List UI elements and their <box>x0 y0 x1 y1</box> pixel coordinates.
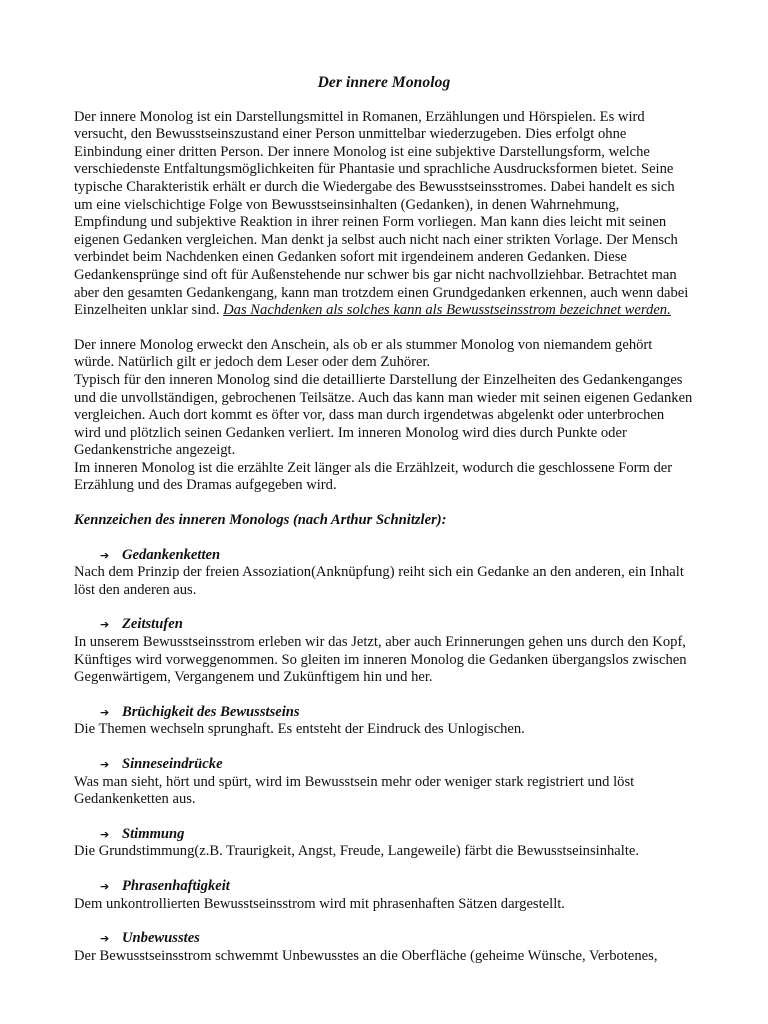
feature-title: Sinneseindrücke <box>122 756 223 772</box>
section-heading: Kennzeichen des inneren Monologs (nach Arthur Schnitzler): <box>74 512 447 529</box>
feature-title-row <box>100 756 694 774</box>
document-title: Der innere Monolog <box>317 74 451 91</box>
feature-item <box>74 756 694 809</box>
second-paragraph <box>74 337 694 495</box>
feature-text: Was man sieht, hört und spürt, wird im Bewusstsein mehr oder weniger stark registriert und löst Gedankenketten aus. <box>74 773 635 808</box>
feature-text: Nach dem Prinzip der freien Assoziation(Anknüpfung) reiht sich ein Gedanke an den anderen, ein Inhalt löst den anderen aus. <box>74 564 684 598</box>
arrow-icon: ➔ <box>100 758 110 771</box>
feature-item <box>74 826 694 861</box>
feature-item <box>74 616 694 686</box>
feature-title-row <box>100 616 694 634</box>
feature-title-row <box>100 704 694 722</box>
feature-item <box>74 547 694 600</box>
arrow-icon: ➔ <box>100 705 110 719</box>
feature-title: Stimmung <box>122 825 185 842</box>
intro-paragraph-text: Der innere Monolog ist ein Darstellungsmittel in Romanen, Erzählungen und Hörspielen. Es wird versucht, den Bewusstseinszustand einer Person unmittelbar wiederzugeben. Dies erfolgt ohne Einbindung einer dritten Person. Der innere Monolog ist eine subjektive Darstellungsform, welche verschiedenste Entfaltungsmöglichkeiten für Phantasie und sprachliche Ausdrucksformen bietet. Seine typische Charakteristik erhält er durch die Wiedergabe des Bewusstseinsstromes. Dabei handelt es sich um eine vielschichtige Folge von Bewusstseinsinhalten (Gedanken), in denen Wahrnehmung, Empfindung und subjektive Reaktion in ihrer reinen Form vorliegen. Man kann dies leicht mit seinen eigenen Gedanken vergleichen. Man denkt ja selbst auch nicht nach einer strikten Vorlage. Der Mensch verbindet beim Nachdenken einen Gedanken sofort mit irgendeinem anderen Gedanken. Diese Gedankensprünge sind oft für Außenstehende nur schwer bis gar nicht nachvollziehbar. Betrachtet man aber den gesamten Gedankengang, kann man trotzdem einen Grundgedanken erkennen, auch wenn dabei Einzelheiten unklar sind. <box>74 108 689 319</box>
feature-title-row <box>100 930 694 948</box>
arrow-icon: ➔ <box>100 618 110 632</box>
feature-text: In unserem Bewusstseinsstrom erleben wir das Jetzt, aber auch Erinnerungen gehen uns durch den Kopf, Künftiges wird vorweggenommen. So gleiten im inneren Monolog die Gedanken übergangslos zwischen Gegenwärtigem, Vergangenem und Zukünftigem hin und her. <box>74 634 687 686</box>
feature-title-row <box>100 826 694 844</box>
feature-title-row <box>100 878 694 896</box>
arrow-icon: ➔ <box>100 932 110 946</box>
feature-text: Die Themen wechseln sprunghaft. Es entsteht der Eindruck des Unlogischen. <box>74 721 525 738</box>
feature-item <box>74 878 694 913</box>
feature-title-row <box>100 547 694 565</box>
intro-paragraph-emphasis: Das Nachdenken als solches kann als Bewusstseinsstrom bezeichnet werden. <box>223 302 671 319</box>
feature-title: Brüchigkeit des Bewusstseins <box>122 703 300 720</box>
arrow-icon: ➔ <box>100 879 110 893</box>
paragraph-line: Im inneren Monolog ist die erzählte Zeit länger als die Erzählzeit, wodurch die geschlossene Form der Erzählung und des Dramas aufgegeben wird. <box>74 459 673 494</box>
feature-text: Dem unkontrollierten Bewusstseinsstrom wird mit phrasenhaften Sätzen dargestellt. <box>74 895 565 912</box>
arrow-icon: ➔ <box>100 827 110 841</box>
feature-text: Die Grundstimmung(z.B. Traurigkeit, Angst, Freude, Langeweile) färbt die Bewusstseinsinhalte. <box>74 843 640 860</box>
feature-text: Der Bewusstseinsstrom schwemmt Unbewusstes an die Oberfläche (geheime Wünsche, Verbotenes, <box>74 947 658 964</box>
feature-title: Unbewusstes <box>122 930 200 947</box>
arrow-icon: ➔ <box>100 548 110 562</box>
document-content <box>74 74 694 982</box>
feature-title: Phrasenhaftigkeit <box>122 877 230 894</box>
feature-title: Gedankenketten <box>122 546 221 563</box>
intro-paragraph <box>74 109 694 320</box>
paragraph-line: Typisch für den inneren Monolog sind die detaillierte Darstellung der Einzelheiten des Gedankenganges und die unvollständigen, gebrochenen Teilsätze. Auch das kann man wieder mit seinen eigenen Gedanken vergleichen. Auch dort kommt es öfter vor, dass man durch irgendetwas abgelenkt oder unterbrochen wird und plötzlich seinen Gedanken verliert. Im inneren Monolog wird dies durch Punkte oder Gedankenstriche angezeigt. <box>74 371 693 459</box>
feature-item <box>74 930 694 965</box>
feature-title: Zeitstufen <box>122 616 183 633</box>
paragraph-line: Der innere Monolog erweckt den Anschein, als ob er als stummer Monolog von niemandem gehört würde. Natürlich gilt er jedoch dem Leser oder dem Zuhörer. <box>74 336 653 371</box>
feature-item <box>74 704 694 739</box>
